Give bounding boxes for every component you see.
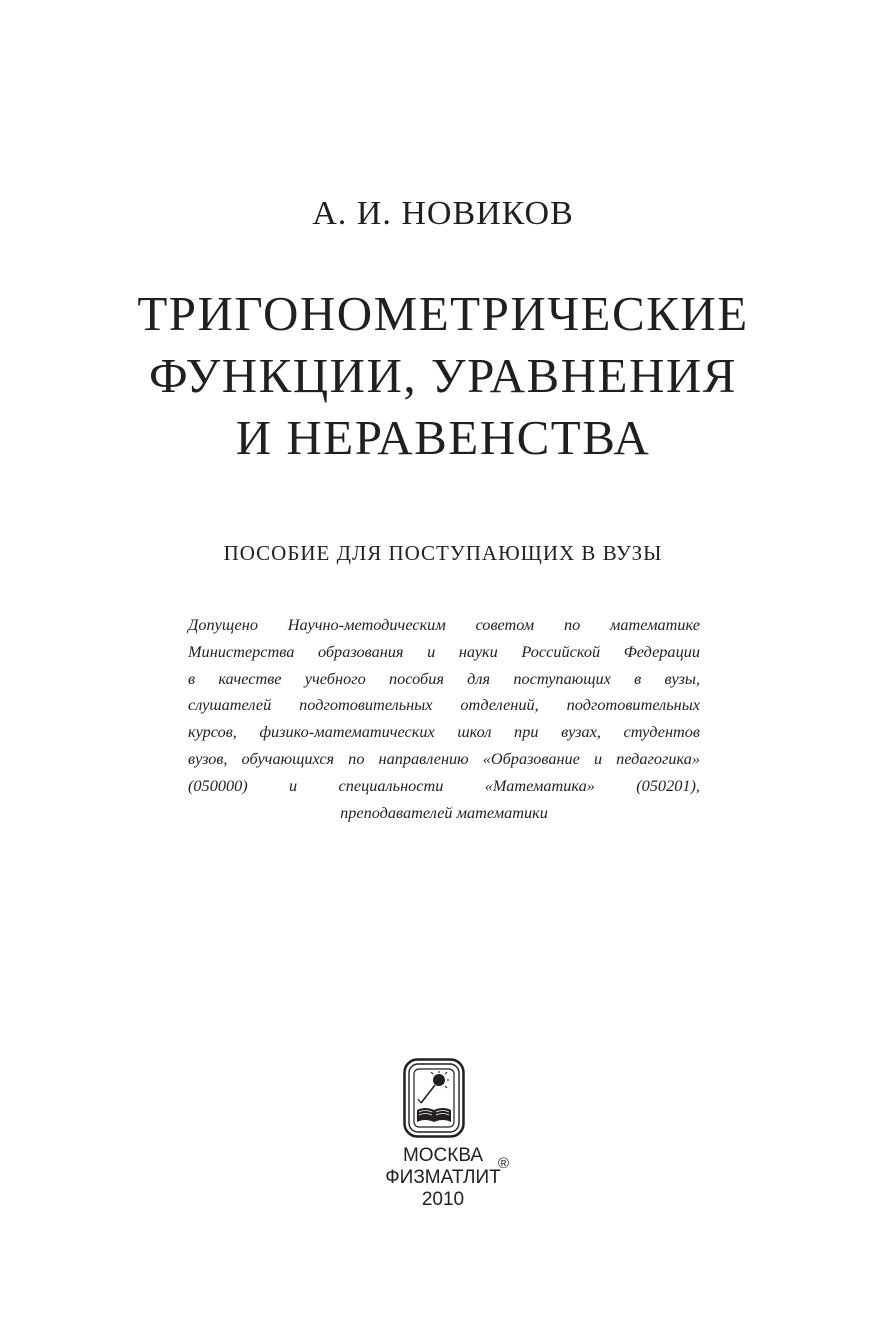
publisher-block: [343, 1145, 543, 1211]
book-subtitle: ПОСОБИЕ ДЛЯ ПОСТУПАЮЩИХ В ВУЗЫ: [223, 541, 663, 565]
registered-mark: ®: [498, 1155, 510, 1172]
approval-line: (050000) и специальности «Математика» (050201),: [188, 775, 700, 795]
title-line: ТРИГОНОМЕТРИЧЕСКИЕ: [137, 286, 749, 341]
publication-year: 2010: [421, 1189, 465, 1210]
title-line: ФУНКЦИИ, УРАВНЕНИЯ: [149, 348, 737, 403]
publisher-name: ФИЗМАТЛИТ: [385, 1167, 501, 1188]
approval-line: Допущено Научно-методическим советом по математике: [188, 615, 700, 634]
approval-line: преподавателей математики: [340, 802, 548, 822]
approval-line: в качестве учебного пособия для поступающих в вузы,: [188, 668, 700, 688]
approval-line: вузов, обучающихся по направлению «Образование и педагогика»: [188, 748, 700, 768]
fizmatlit-logo-icon: [403, 1058, 465, 1138]
publisher-city: МОСКВА: [402, 1145, 484, 1166]
approval-line: слушателей подготовительных отделений, подготовительных: [188, 695, 700, 715]
approval-statement: [188, 612, 700, 826]
book-title: [0, 283, 886, 469]
approval-line: курсов, физико-математических школ при вузах, студентов: [188, 722, 700, 742]
author-name: А. И. НОВИКОВ: [312, 195, 574, 232]
title-line: И НЕРАВЕНСТВА: [235, 410, 651, 465]
approval-line: Министерства образования и науки Российской Федерации: [188, 641, 700, 661]
